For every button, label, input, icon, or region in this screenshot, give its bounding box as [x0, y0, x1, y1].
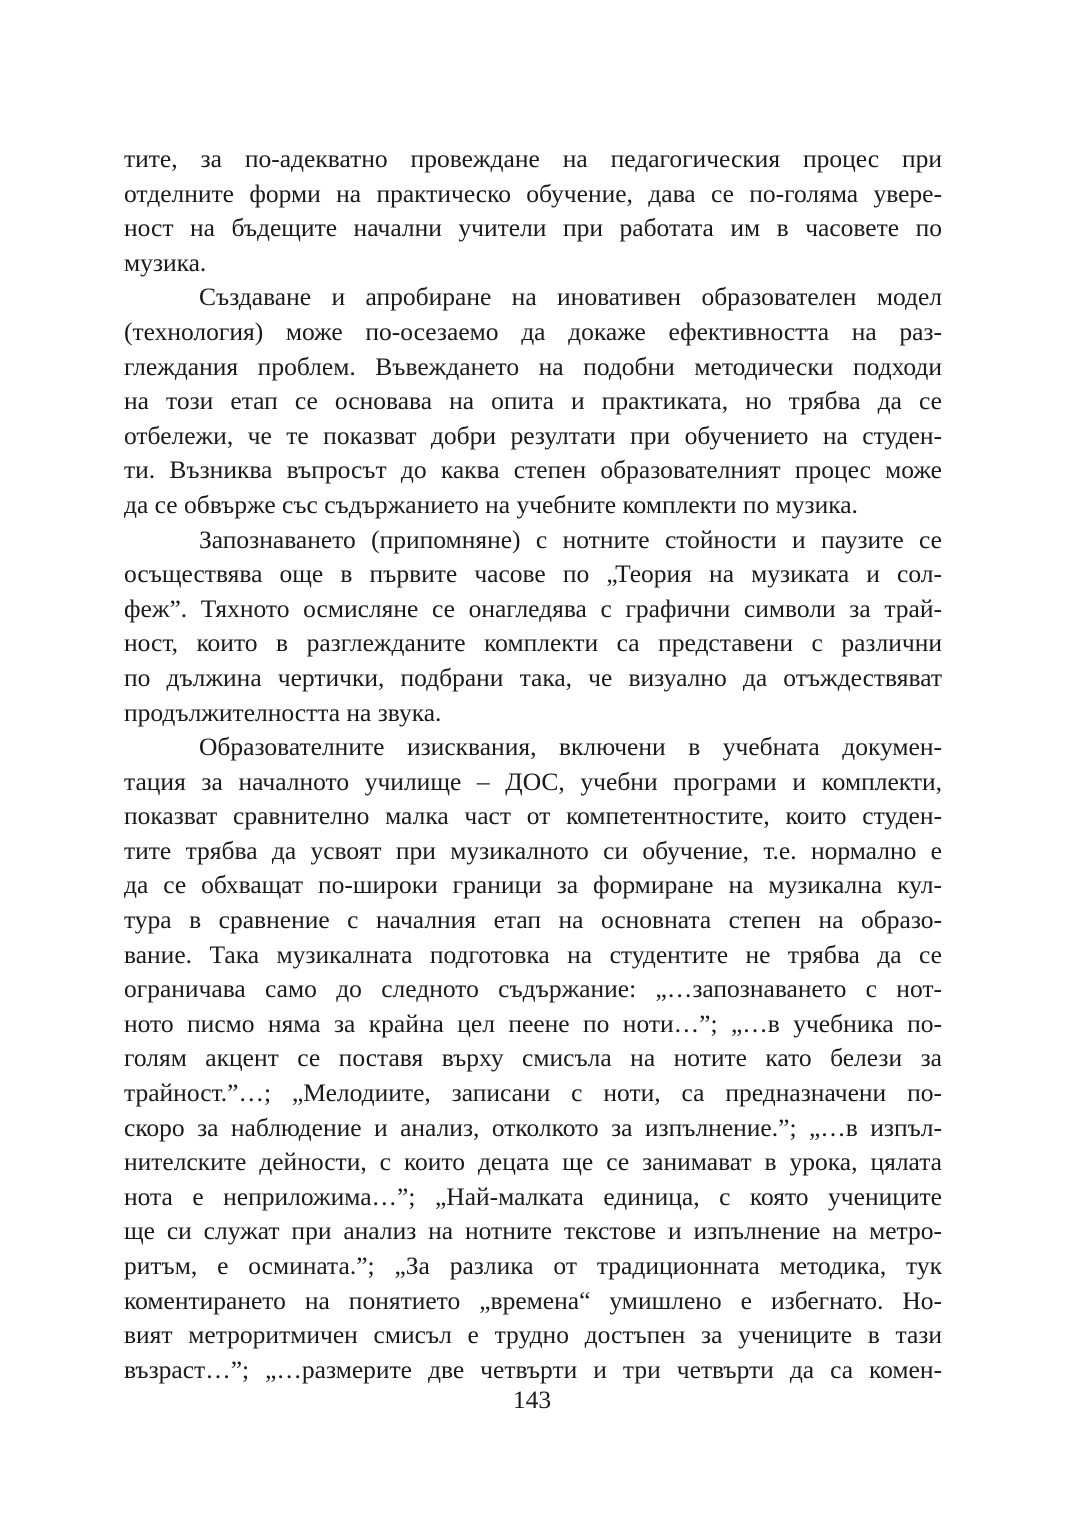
- text-line: голям акцент се поставя върху смисъла на нотите като белези за: [124, 1043, 942, 1073]
- text-line: Образователните изисквания, включени в учебната докумен-: [199, 732, 942, 762]
- text-line: ограничава само до следното съдържание: „…запознаването с нот-: [124, 974, 942, 1004]
- paragraph: [124, 142, 942, 280]
- text-line: ритъм, е осмината.”; „За разлика от традиционната методика, тук: [124, 1251, 942, 1280]
- text-line: (технология) може по-осезаемо да докаже ефективността на раз-: [124, 316, 942, 346]
- text-line: нителските дейности, с които децата ще се занимават в урока, цялата: [124, 1147, 942, 1177]
- text-line: ще си служат при анализ на нотните текстове и изпълнение на метро-: [124, 1216, 942, 1246]
- text-line: феж”. Тяхното осмисляне се онагледява с графични символи за трай-: [124, 593, 942, 623]
- text-line: ност на бъдещите начални учители при работата им в часовете по: [124, 213, 942, 243]
- page-number: 143: [512, 1385, 552, 1414]
- body-text: [124, 142, 942, 1387]
- text-line: вание. Така музикалната подготовка на студентите не трябва да се: [124, 939, 942, 969]
- text-line: тура в сравнение с началния етап на основната степен на образо-: [124, 905, 942, 935]
- text-line: вият метроритмичен смисъл е трудно достъпен за учениците в тази: [124, 1320, 942, 1350]
- text-line: коментирането на понятието „времена“ умишлено е избегнато. Но-: [124, 1285, 942, 1315]
- text-line: ното писмо няма за крайна цел пеене по ноти…”; „…в учебника по-: [124, 1008, 942, 1038]
- text-line: тите, за по-адекватно провеждане на педагогическия процес при: [124, 144, 942, 173]
- text-line: скоро за наблюдение и анализ, отколкото за изпълнение.”; „…в изпъл-: [124, 1112, 942, 1142]
- paragraph: [124, 523, 942, 731]
- text-line: отделните форми на практическо обучение, дава се по-голяма увере-: [124, 178, 942, 208]
- text-line: музика.: [124, 247, 207, 277]
- text-line: осъществява още в първите часове по „Теория на музиката и сол-: [124, 559, 942, 589]
- text-line: нота е неприложима…”; „Най-малката единица, с която учениците: [124, 1181, 942, 1211]
- text-line: възраст…”; „…размерите две четвърти и три четвърти да са комен-: [124, 1354, 942, 1384]
- text-line: продължителността на звука.: [124, 697, 442, 727]
- text-line: ти. Възниква въпросът до каква степен образователният процес може: [124, 455, 942, 485]
- text-line: на този етап се основава на опита и практиката, но трябва да се: [124, 386, 942, 416]
- text-line: Създаване и апробиране на иновативен образователен модел: [199, 282, 942, 312]
- paragraph: [124, 730, 942, 1387]
- text-line: отбележи, че те показват добри резултати при обучението на студен-: [124, 420, 942, 450]
- text-line: тация за началното училище – ДОС, учебни програми и комплекти,: [124, 766, 942, 796]
- text-line: показват сравнително малка част от компетентностите, които студен-: [124, 801, 942, 831]
- text-line: по дължина чертички, подбрани така, че визуално да отъждествяват: [124, 662, 942, 692]
- text-line: да се обхващат по-широки граници за формиране на музикална кул-: [124, 870, 942, 900]
- text-line: Запознаването (припомняне) с нотните стойности и паузите се: [199, 524, 942, 554]
- text-line: ност, които в разглежданите комплекти са представени с различни: [124, 628, 942, 658]
- text-line: тите трябва да усвоят при музикалното си обучение, т.е. нормално е: [124, 835, 942, 865]
- text-line: да се обвърже със съдържанието на учебните комплекти по музика.: [124, 489, 858, 519]
- text-line: трайност.”…; „Мелодиите, записани с ноти, са предназначени по-: [124, 1078, 942, 1108]
- text-line: глеждания проблем. Въвеждането на подобни методически подходи: [124, 351, 942, 381]
- paragraph: [124, 280, 942, 522]
